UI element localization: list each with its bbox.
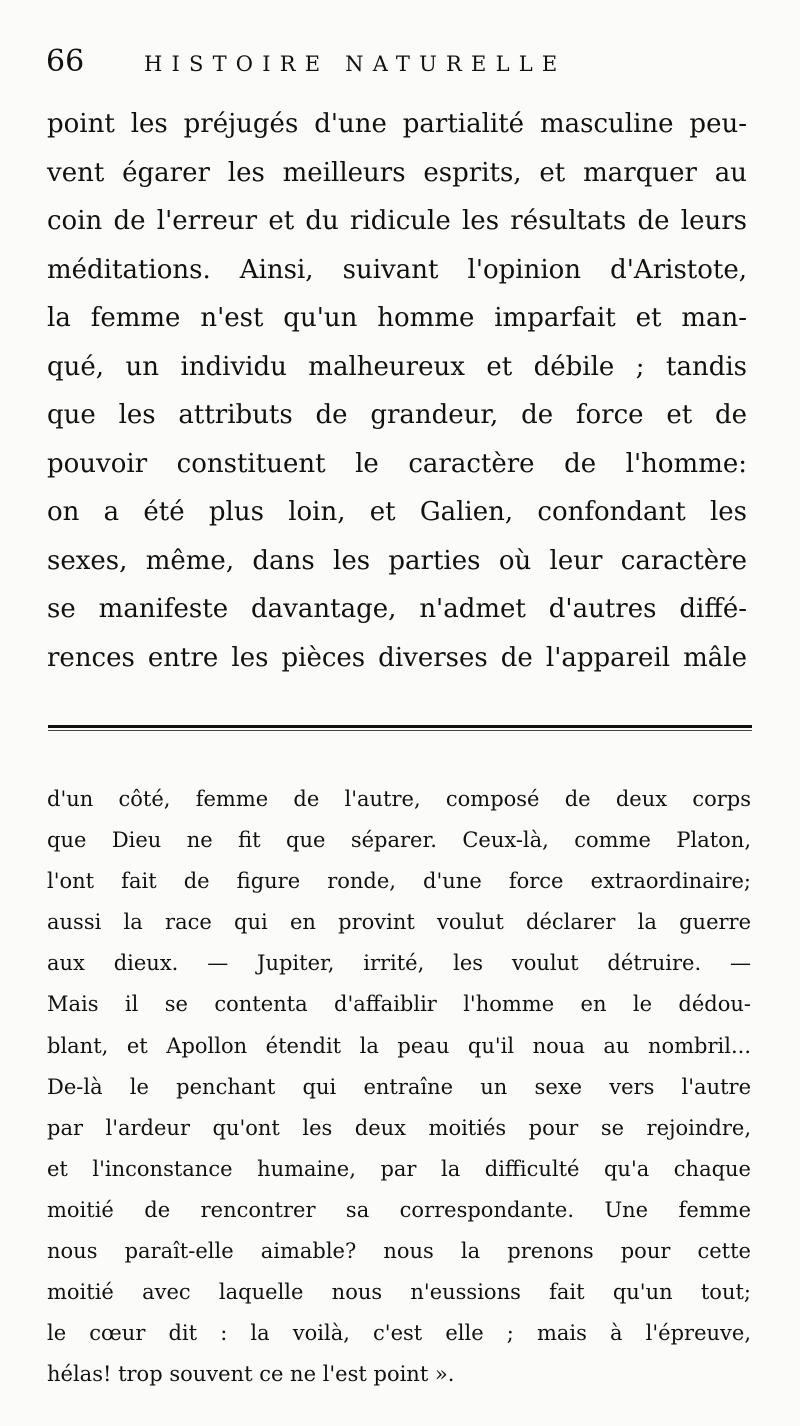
footnote-line: l'ont fait de figure ronde, d'une force extraordinaire;: [47, 869, 751, 894]
footnote-line: moitié avec laquelle nous n'eussions fait qu'un tout;: [47, 1280, 751, 1305]
footnote-line: et l'inconstance humaine, par la difficulté qu'a chaque: [47, 1156, 751, 1181]
footnote-line: d'un côté, femme de l'autre, composé de deux corps: [47, 787, 751, 811]
footnote-text-block: [47, 779, 751, 1395]
main-text-line: coin de l'erreur et du ridicule les résultats de leurs: [47, 206, 747, 236]
footnote-line: moitié de rencontrer sa correspondante. Une femme: [47, 1197, 751, 1222]
footnote-line: nous paraît-elle aimable? nous la prenons pour cette: [47, 1239, 751, 1264]
footnote-line: le cœur dit : la voilà, c'est elle ; mais à l'épreuve,: [47, 1321, 751, 1346]
running-title: HISTOIRE NATURELLE: [144, 52, 567, 76]
footnote-line: Mais il se contenta d'affaiblir l'homme en le dédou-: [47, 992, 751, 1017]
main-text-line: sexes, même, dans les parties où leur caractère: [47, 545, 747, 576]
page-header: [46, 42, 746, 82]
footnote-line: De-là le penchant qui entraîne un sexe vers l'autre: [47, 1074, 751, 1099]
footnote-line: par l'ardeur qu'ont les deux moitiés pour se rejoindre,: [47, 1115, 751, 1140]
footnote-line: hélas! trop souvent ce ne l'est point ».: [47, 1362, 455, 1387]
footnote-line: que Dieu ne fit que séparer. Ceux-là, comme Platon,: [47, 828, 751, 853]
main-text-line: qué, un individu malheureux et débile ; tandis: [47, 351, 747, 382]
footnote-line: aux dieux. — Jupiter, irrité, les voulut détruire. —: [47, 951, 751, 976]
main-text-line: pouvoir constituent le caractère de l'homme:: [47, 448, 747, 479]
main-text-line: on a été plus loin, et Galien, confondant les: [47, 497, 747, 527]
main-text-block: [47, 100, 747, 682]
page-number: 66: [46, 44, 85, 79]
main-text-line: rences entre les pièces diverses de l'appareil mâle: [47, 642, 747, 673]
main-text-line: vent égarer les meilleurs esprits, et marquer au: [47, 157, 747, 188]
footnote-separator-rule: [48, 725, 752, 732]
rule-thick-line: [48, 725, 752, 728]
main-text-line: que les attributs de grandeur, de force et de: [47, 400, 747, 430]
main-text-line: méditations. Ainsi, suivant l'opinion d'Aristote,: [47, 254, 747, 285]
main-text-line: point les préjugés d'une partialité masculine peu-: [47, 109, 747, 139]
main-text-line: la femme n'est qu'un homme imparfait et man-: [47, 303, 747, 333]
rule-thin-line: [48, 730, 752, 731]
main-text-line: se manifeste davantage, n'admet d'autres diffé-: [47, 594, 747, 624]
footnote-line: blant, et Apollon étendit la peau qu'il noua au nombril...: [47, 1033, 751, 1058]
footnote-line: aussi la race qui en provint voulut déclarer la guerre: [47, 910, 751, 935]
